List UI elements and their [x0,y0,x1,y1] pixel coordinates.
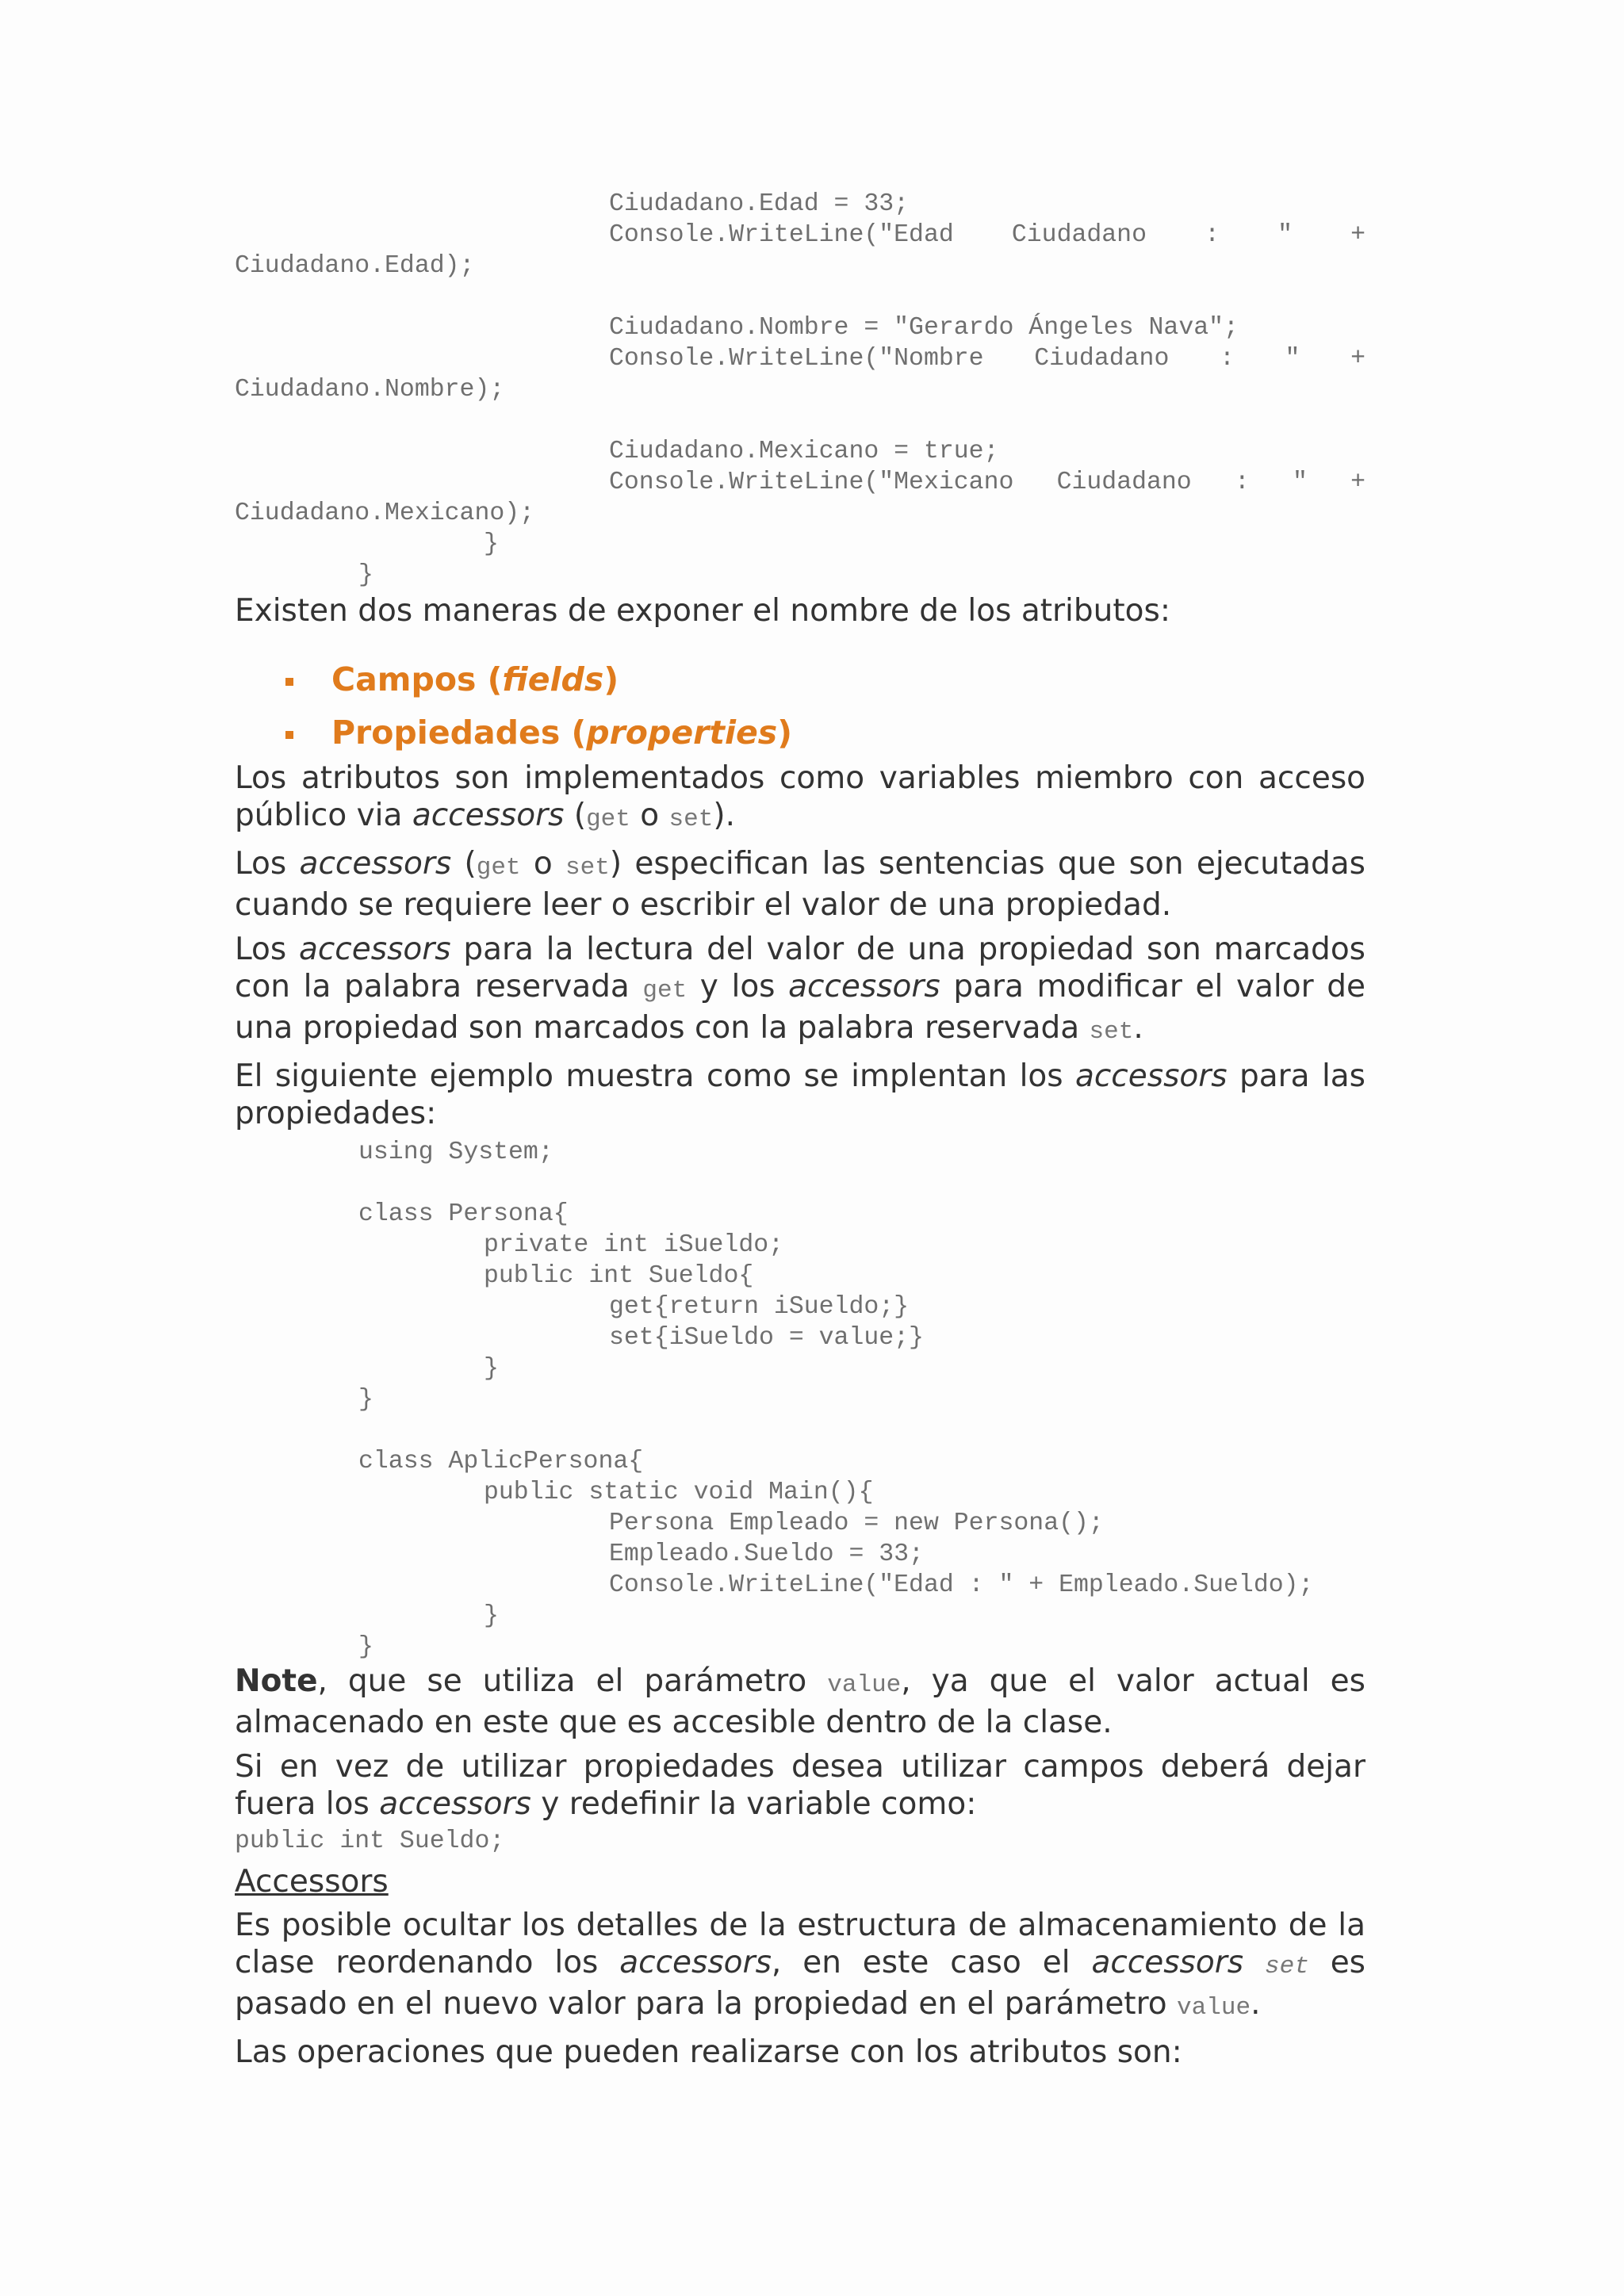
code-line: Ciudadano.Mexicano); [235,499,535,527]
code-line: Ciudadano.Edad = 33; [609,190,910,218]
code-line: } [484,1355,499,1383]
code-line: Ciudadano.Nombre = "Gerardo Ángeles Nava"; [609,314,1239,342]
page-content [235,189,1365,2071]
square-bullet-icon [285,731,293,739]
paragraph-note: Note, que se utiliza el parámetro value, ya que el valor actual es almacenado en este que es accesible dentro de la clase. [235,1663,1365,1740]
code-line: Ciudadano.Mexicano = true; [609,438,999,465]
code-line: Persona Empleado = new Persona(); [609,1510,1104,1537]
paragraph-get-set: Los accessors para la lectura del valor de una propiedad son marcados con la palabra reservada get y los accessors para modificar el valor de una propiedad son marcados con la palabra reservada set. [235,932,1366,1046]
code-line: Console.WriteLine("Nombre Ciudadano : " + [609,345,1365,373]
code-line-field: public int Sueldo; [235,1827,505,1855]
code-line: class Persona{ [358,1200,569,1228]
code-line: } [484,530,499,558]
code-line: Console.WriteLine("Edad Ciudadano : " + [609,221,1365,249]
square-bullet-icon [285,678,293,686]
body-text [235,760,1365,1132]
code-line: private int iSueldo; [484,1231,784,1259]
code-block-top [235,189,1365,591]
code-line: } [358,1386,373,1414]
paragraph-example-intro: El siguiente ejemplo muestra como se implentan los accessors para las propiedades: [235,1058,1365,1131]
code-line: get{return iSueldo;} [609,1293,910,1321]
paragraph-operations: Las operaciones que pueden realizarse con los atributos son: [235,2034,1182,2070]
bullet-item-propiedades: Propiedades (properties) [235,713,1365,752]
code-line: } [484,1602,499,1630]
code-line: set{iSueldo = value;} [609,1324,924,1352]
code-line: } [358,1633,373,1661]
section-heading-accessors: Accessors [235,1864,389,1900]
paragraph-hide-details: Es posible ocultar los detalles de la estructura de almacenamiento de la clase reordenando los accessors, en este caso el accessors set es pasado en el nuevo valor para la propiedad en el parámetro value. [235,1908,1366,2022]
code-blank-line [235,1415,1365,1446]
code-line: Ciudadano.Edad); [235,252,475,280]
code-line: Console.WriteLine("Mexicano Ciudadano : " + [609,469,1365,496]
code-line: Console.WriteLine("Edad : " + Empleado.Sueldo); [609,1571,1314,1599]
bullet-item-campos: Campos (fields) [235,660,1365,699]
paragraph-accessors-spec: Los accessors (get o set) especifican las sentencias que son ejecutadas cuando se requiere leer o escribir el valor de una propiedad. [235,846,1365,923]
paragraph-fields: Si en vez de utilizar propiedades desea utilizar campos deberá dejar fuera los accessors y redefinir la variable como: [235,1749,1365,1822]
bullet-list [235,660,1365,752]
code-line: public static void Main(){ [484,1479,874,1506]
code-block-example [235,1137,1365,1663]
code-line: public int Sueldo{ [484,1262,754,1290]
code-line: Ciudadano.Nombre); [235,376,505,404]
code-line: using System; [358,1138,553,1166]
code-blank-line [235,1168,1365,1199]
body-text-2 [235,1663,1365,1823]
intro-paragraph: Existen dos maneras de exponer el nombre de los atributos: [235,593,1170,629]
code-line: Empleado.Sueldo = 33; [609,1540,924,1568]
code-line: } [358,561,373,589]
code-line: class AplicPersona{ [358,1448,644,1475]
paragraph-attributes: Los atributos son implementados como variables miembro con acceso público via accessors (get o set). [235,760,1365,833]
